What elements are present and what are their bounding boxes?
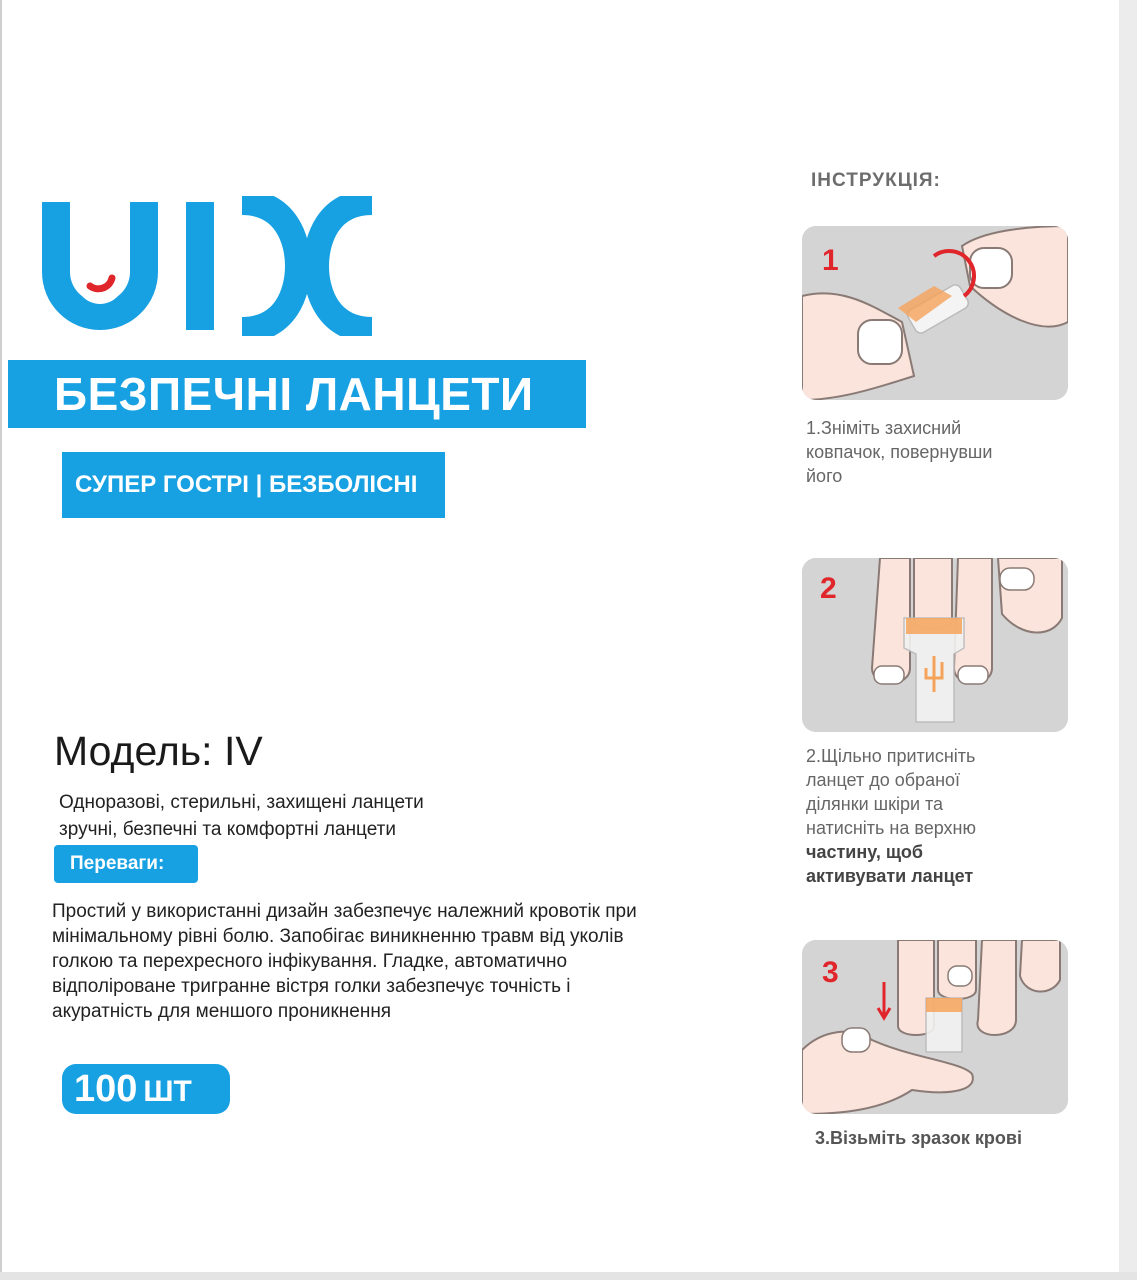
step-3-image [802,940,1068,1114]
step-2-line [806,840,1036,864]
logo-mark [36,196,381,336]
step-2-bold-line: частину, щоб [806,842,923,862]
page-right-edge [1119,0,1137,1280]
twist-cap-icon [802,226,1068,400]
product-subtitle: СУПЕР ГОСТРІ | БЕЗБОЛІСНІ [62,452,445,518]
step-2-line: 2.Щільно притисніть [806,746,976,766]
step-3-line: 3.Візьміть зразок крові [815,1128,1022,1148]
advantages-line: голкою та перехресного інфікування. Гладке, автоматично [52,951,568,972]
step-2-text [806,744,1036,888]
advantages-line: мінімальному рівні болю. Запобігає виникненню травм від уколів [52,926,624,947]
step-1-text [806,416,1036,488]
product-description [59,789,424,843]
description-line: зручні, безпечні та комфортні ланцети [59,819,396,840]
quantity-badge [62,1064,230,1114]
step-2-line [806,864,1036,888]
page-left-edge [0,0,2,1280]
product-title: БЕЗПЕЧНІ ЛАНЦЕТИ [8,360,586,428]
blood-sample-icon [802,940,1068,1114]
step-3-text [815,1126,1022,1150]
model-label: Модель: IV [54,728,263,774]
press-lancet-icon [802,558,1068,732]
advantages-badge: Переваги: [54,845,198,883]
page-bottom-edge [0,1272,1137,1280]
quantity-unit: ШТ [143,1075,192,1108]
step-1-number: 1 [822,244,839,277]
step-1-image [802,226,1068,400]
step-2-line: ділянки шкіри та [806,794,944,814]
instructions-title: ІНСТРУКЦІЯ: [811,170,941,191]
advantages-text [52,899,742,1024]
description-line: Одноразові, стерильні, захищені ланцети [59,792,424,813]
step-2-number: 2 [820,572,837,605]
advantages-line: Простий у використанні дизайн забезпечує належний кровотік при [52,901,637,922]
step-1-line: його [806,466,843,486]
step-1-line: 1.Зніміть захисний [806,418,962,438]
step-2-line: натисніть на верхню [806,818,976,838]
step-2-bold-line: активувати ланцет [806,866,974,886]
ulx-logo [36,196,381,336]
advantages-line: відполіроване тригранне вістря голки забезпечує точність і [52,976,571,997]
step-2-image [802,558,1068,732]
step-1-line: ковпачок, повернувши [806,442,993,462]
advantages-line: акуратність для меншого проникнення [52,1001,392,1022]
step-3-number: 3 [822,956,839,989]
quantity-number: 100 [74,1068,138,1110]
step-2-line: ланцет до обраної [806,770,961,790]
